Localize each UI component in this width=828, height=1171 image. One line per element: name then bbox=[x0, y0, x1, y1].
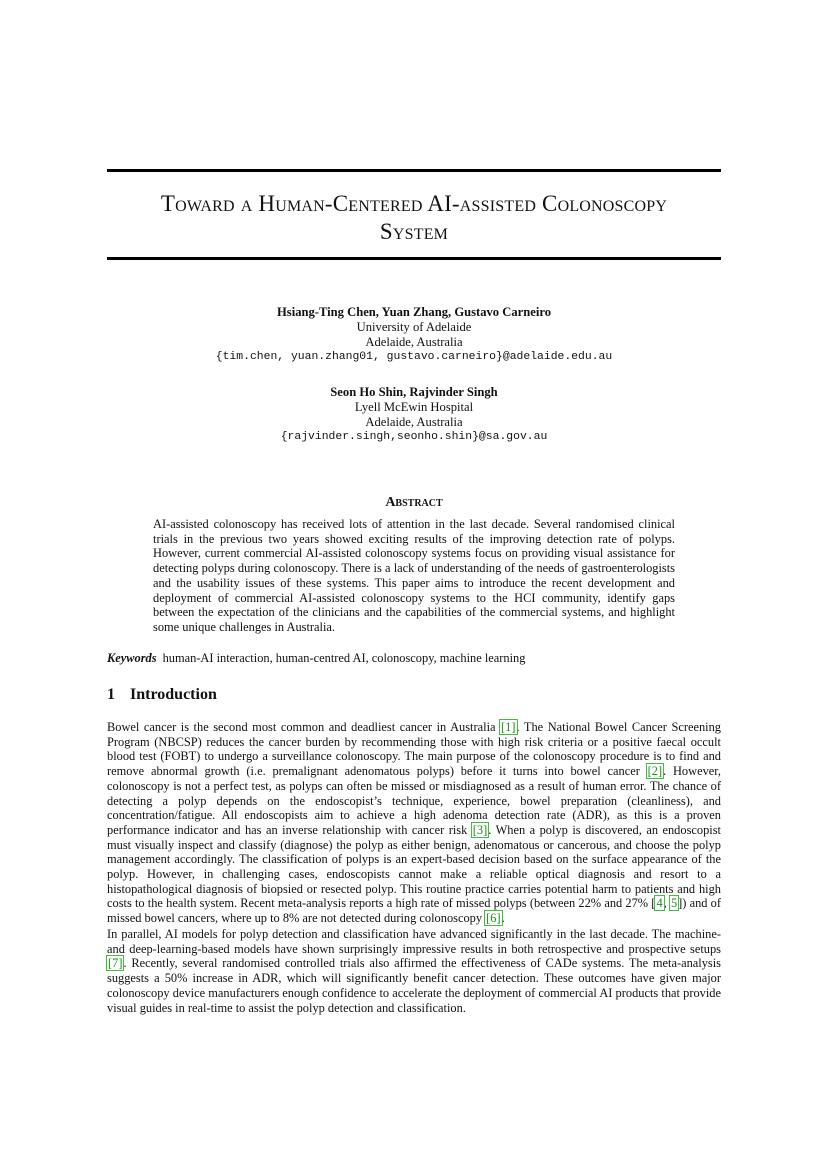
keywords-line bbox=[107, 651, 721, 666]
paper-title-line-2: System bbox=[379, 219, 449, 244]
author-block-1 bbox=[107, 305, 721, 365]
keywords-text: human-AI interaction, human-centred AI, colonoscopy, machine learning bbox=[162, 651, 526, 665]
citation-link[interactable]: [6] bbox=[486, 911, 501, 926]
author-email: {tim.chen, yuan.zhang01, gustavo.carneiro}@adelaide.edu.au bbox=[215, 351, 613, 363]
author-location: Adelaide, Australia bbox=[365, 415, 463, 429]
paragraph-text: . The National Bowel Cancer Screening Program (NBCSP) reduces the cancer burden by recommending those with high risk criteria or a positive faecal occult blood test (FOBT) to undergo a surveillance colonoscopy. The main purpose of the colonoscopy procedure is to find and remove abnormal growth (i.e. premalignant adenomatous polyps) before it turns into bowel cancer bbox=[107, 720, 721, 779]
paper-title-line-1: Toward a Human-Centered AI-assisted Colonoscopy bbox=[160, 191, 668, 216]
author-block-2 bbox=[107, 385, 721, 445]
paragraph-text: , bbox=[663, 896, 670, 911]
title-top-rule bbox=[107, 169, 721, 172]
author-location: Adelaide, Australia bbox=[365, 335, 463, 349]
paragraph-text: . bbox=[501, 911, 505, 926]
paragraph-text: Bowel cancer is the second most common and deadliest cancer in Australia bbox=[107, 720, 501, 734]
citation-link[interactable]: [1] bbox=[501, 720, 516, 734]
paper-title bbox=[107, 190, 721, 246]
paragraph-text: . Recently, several randomised controlled trials also affirmed the effectiveness of CADe systems. The meta-analysis suggests a 50% increase in ADR, which will significantly benefit cancer detection. These outcomes have given major colonoscopy device manufacturers enough confidence to accelerate the deployment of commercial AI products that provide visual guides in real-time to assist the polyp detection and classification. bbox=[107, 956, 721, 1015]
citation-link[interactable]: [3] bbox=[472, 822, 488, 837]
section-heading-introduction bbox=[107, 686, 217, 704]
citation-link[interactable]: 4 bbox=[656, 896, 663, 911]
title-bottom-rule bbox=[107, 257, 721, 260]
introduction-paragraph-2 bbox=[107, 927, 721, 1015]
section-title: Introduction bbox=[130, 686, 217, 703]
author-affiliation: Lyell McEwin Hospital bbox=[354, 400, 474, 414]
abstract-text: AI-assisted colonoscopy has received lots of attention in the last decade. Several randomised clinical trials in the previous two years showed exciting results of the improving detection rate of polyps. However, current commercial AI-assisted colonoscopy systems focus on providing visual assistance for detecting polyps during colonoscopy. There is a lack of understanding of the needs of gastroenterologists and the usability issues of these systems. This paper aims to introduce the recent development and deployment of commercial AI-assisted colonoscopy systems to the HCI community, identify gaps between the expectation of the clinicians and the capabilities of the commercial systems, and highlight some unique challenges in Australia. bbox=[153, 517, 675, 634]
paragraph-text: . However, colonoscopy is not a perfect test, as polyps can often be missed or misdiagnosed as a result of human error. The chance of detecting a polyp depends on the endoscopist’s technique, experience, bowel preparation (cleanliness), and concentration/fatigue. All endoscopists aim to achieve a high adenoma detection rate (ADR), as this is a proven performance indicator and has an inverse relationship with cancer risk bbox=[107, 764, 721, 837]
introduction-paragraph-1 bbox=[107, 720, 721, 926]
author-names: Hsiang-Ting Chen, Yuan Zhang, Gustavo Carneiro bbox=[277, 305, 551, 319]
citation-link[interactable]: 5 bbox=[670, 896, 678, 911]
abstract-heading: Abstract bbox=[385, 495, 443, 510]
section-number: 1 bbox=[107, 686, 115, 703]
author-affiliation: University of Adelaide bbox=[356, 320, 472, 334]
author-email: {rajvinder.singh,seonho.shin}@sa.gov.au bbox=[280, 431, 548, 443]
paragraph-text: . When a polyp is discovered, an endoscopist must visually inspect and classify (diagnose) the polyp as either benign, adenomatous or cancerous, and choose the polyp management accordingly. The classification of polyps is an expert-based decision based on the surface appearance of the polyp. However, in challenging cases, endoscopists cannot make a reliable optical diagnosis and resort to a histopathological diagnosis of biopsied or resected polyp. This routine practice carries potential harm to patients and high costs to the health system. Recent meta-analysis reports a high rate of missed polyps (between 22% and 27% [ bbox=[107, 822, 721, 911]
paragraph-text: ]) and of missed bowel cancers, where up to 8% are not detected during colonoscopy bbox=[107, 896, 721, 926]
citation-link[interactable]: [2] bbox=[647, 764, 663, 779]
paragraph-text: In parallel, AI models for polyp detection and classification have advanced significantly in the last decade. The machine- and deep-learning-based models have shown surprisingly impressive results in both retrospective and prospective setups bbox=[107, 927, 721, 956]
keywords-label: Keywords bbox=[107, 651, 157, 665]
author-names: Seon Ho Shin, Rajvinder Singh bbox=[330, 385, 498, 399]
citation-link[interactable]: [7] bbox=[108, 956, 123, 971]
